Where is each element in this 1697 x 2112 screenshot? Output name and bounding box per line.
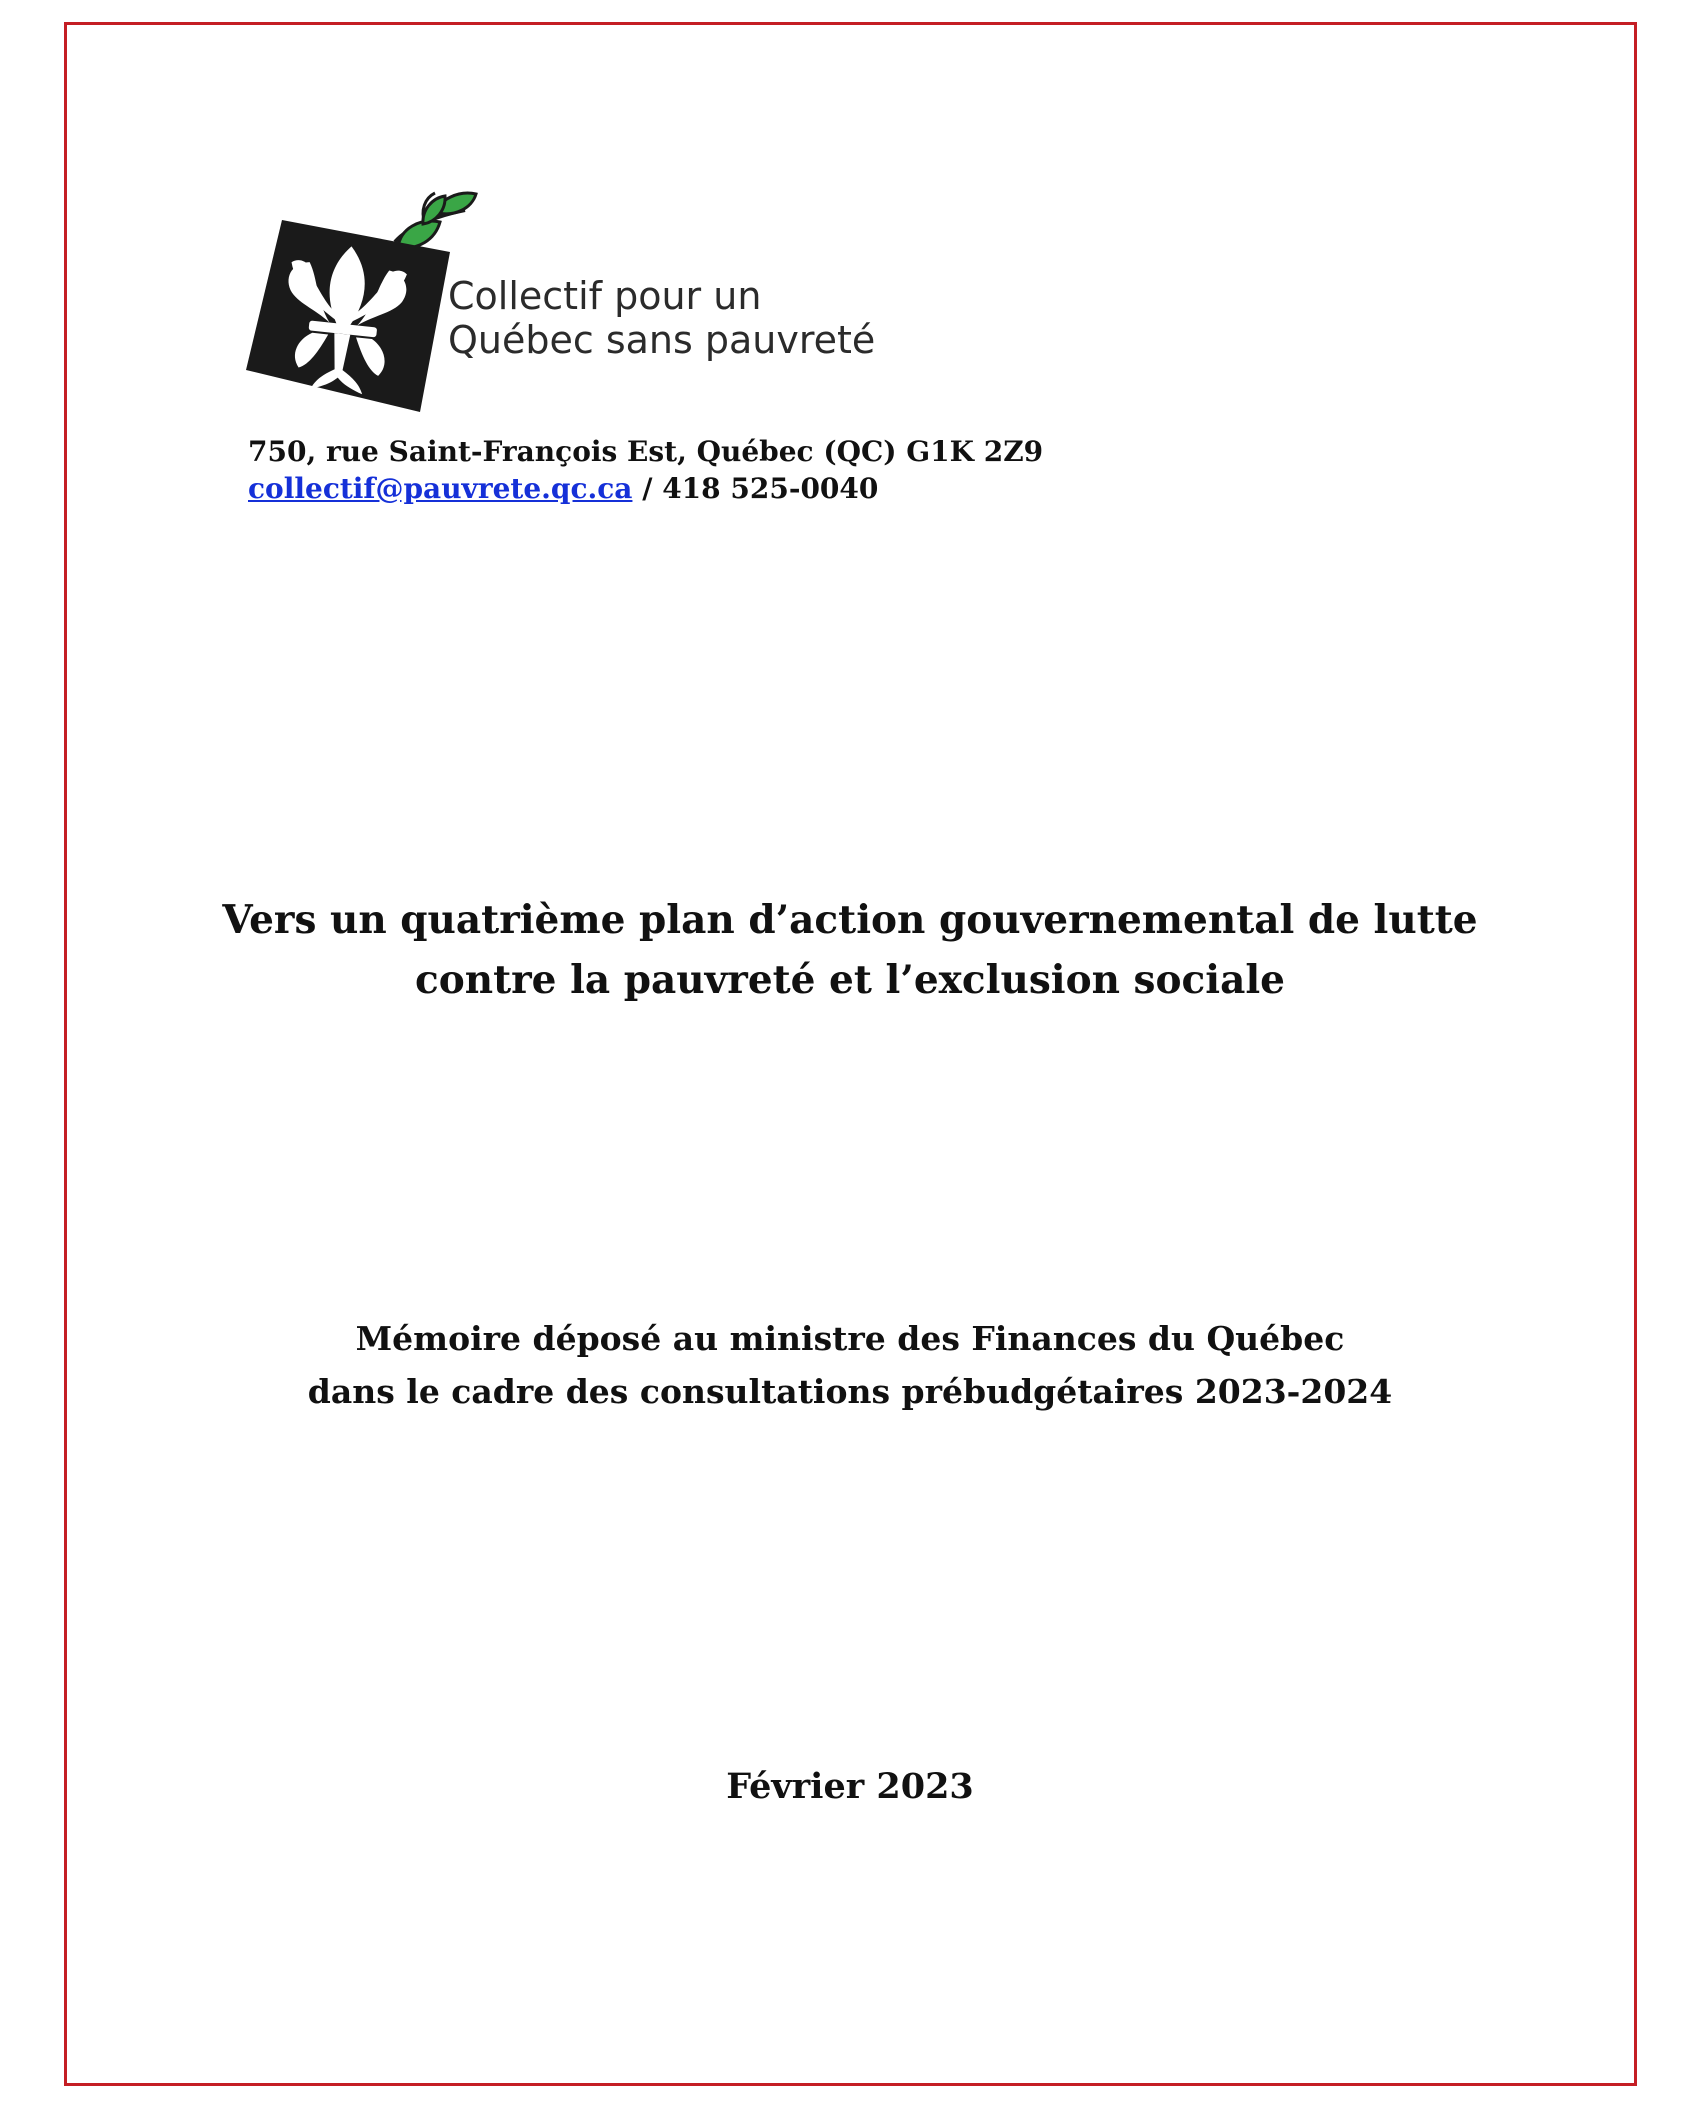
subtitle-line1: Mémoire déposé au ministre des Finances du Québec bbox=[355, 1319, 1345, 1358]
document-title bbox=[150, 890, 1550, 1010]
email-link[interactable]: collectif@pauvrete.qc.ca bbox=[248, 472, 633, 505]
postal-address: 750, rue Saint-François Est, Québec (QC) G1K 2Z9 bbox=[248, 435, 1044, 468]
document-date: Février 2023 bbox=[726, 1766, 974, 1807]
logo-wordmark bbox=[448, 274, 875, 362]
phone-number: 418 525-0040 bbox=[662, 472, 879, 505]
contact-line bbox=[248, 470, 1043, 507]
logo-name-line2: Québec sans pauvreté bbox=[448, 318, 876, 362]
subtitle-line2: dans le cadre des consultations prébudgétaires 2023-2024 bbox=[307, 1372, 1393, 1411]
contact-block bbox=[248, 433, 1043, 507]
title-line2: contre la pauvreté et l’exclusion sociale bbox=[415, 957, 1285, 1003]
contact-separator: / bbox=[632, 472, 663, 505]
document-subtitle bbox=[150, 1312, 1550, 1418]
logo-name-line1: Collectif pour un bbox=[448, 274, 762, 318]
organization-logo bbox=[240, 190, 920, 420]
fleur-de-lis-logo-icon bbox=[240, 190, 480, 420]
title-line1: Vers un quatrième plan d’action gouvernemental de lutte bbox=[222, 897, 1478, 943]
